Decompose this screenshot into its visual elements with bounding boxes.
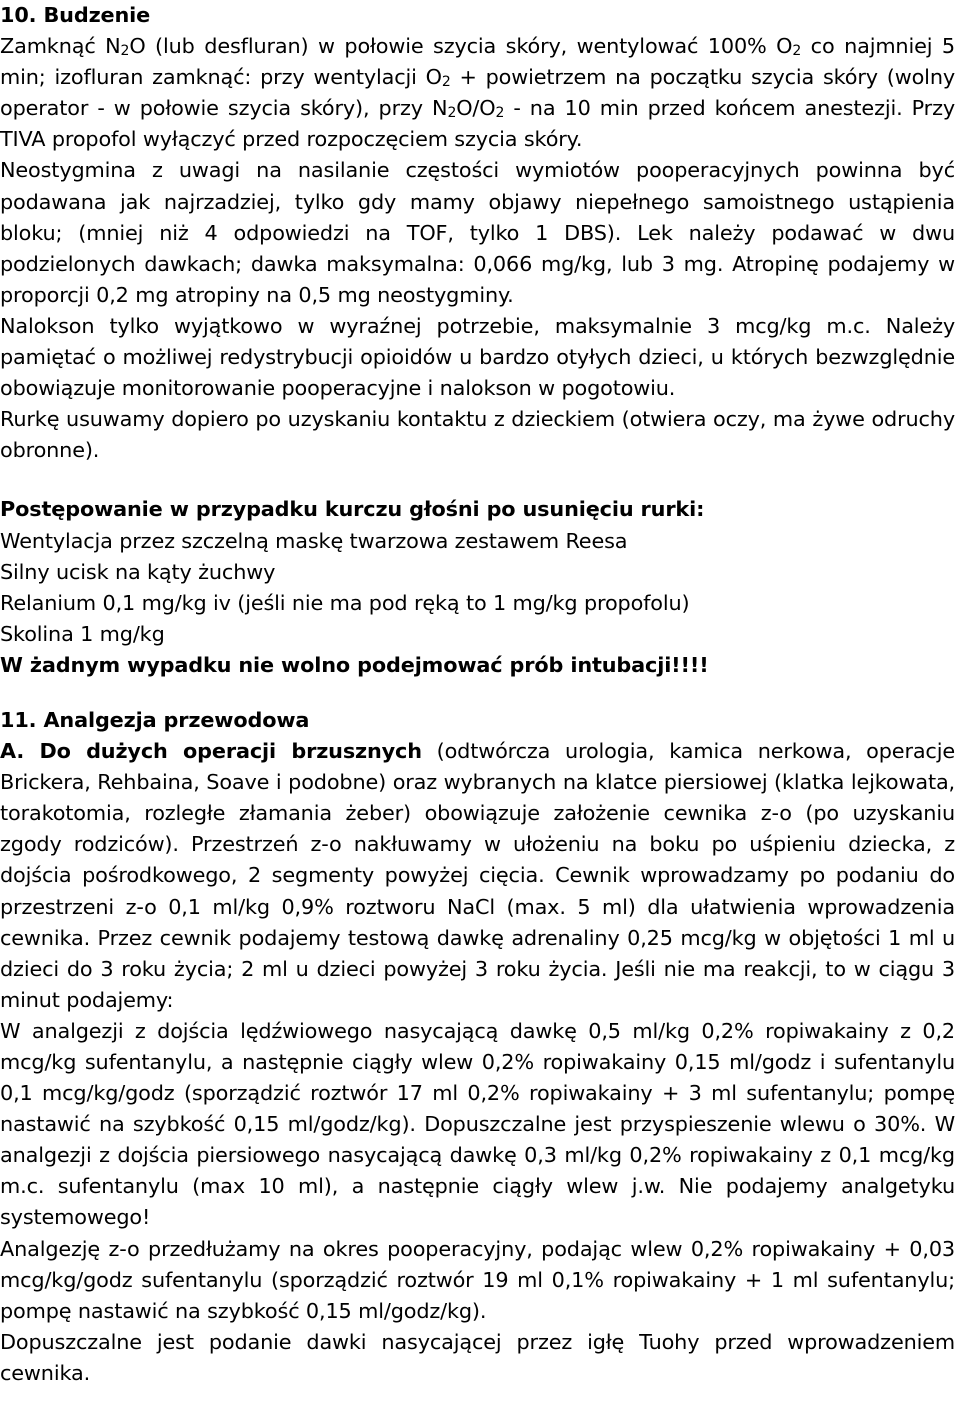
spasm-step: Silny ucisk na kąty żuchwy [0, 559, 276, 584]
section-10-paragraph-1: Zamknąć $N_2O$ (lub desfluran) w połowie szycia skóry, wentylować 100% $O_2$ co najmniej 5 min; izofluran zamknąć: przy wentylacji $O_2$ + powietrzem na początku szycia skóry (wolny operator - w połowie szycia skóry), przy $N_2O/O_2$ - na 10 min przed końcem anestezji. Przy TIVA propofol wyłączyć przed rozpoczęciem szycia skóry. [0, 34, 956, 152]
section-10-heading: 10. Budzenie [0, 3, 151, 27]
section-11-heading: 11. Analgezja przewodowa [0, 707, 310, 732]
section-11-paragraph-4: Dopuszczalne jest podanie dawki nasycającej przez igłę Tuohy przed wprowadzeniem cewnika. [0, 1329, 955, 1385]
section-10-paragraph-3: Nalokson tylko wyjątkowo w wyraźnej potrzebie, maksymalnie 3 mcg/kg m.c. Należy pamiętać o możliwej redystrybucji opioidów u bardzo otyłych dzieci, u których bezwzględnie obowiązuje monitorowanie pooperacyjne i nalokson w pogotowiu. [0, 313, 955, 401]
spasm-step: Wentylacja przez szczelną maskę twarzowa zestawem Reesa [0, 528, 628, 553]
section-10-paragraph-4: Rurkę usuwamy dopiero po uzyskaniu kontaktu z dzieckiem (otwiera oczy, ma żywe odruchy obronne). [0, 407, 955, 463]
spasm-step: Relanium 0,1 mg/kg iv (jeśli nie ma pod ręką to 1 mg/kg propofolu) [0, 590, 690, 615]
section-10-paragraph-2: Neostygmina z uwagi na nasilanie częstości wymiotów pooperacyjnych powinna być podawana jak najrzadziej, tylko gdy mamy objawy niepełnego samoistnego ustąpienia bloku; (mniej niż 4 odpowiedzi na TOF, tylko 1 DBS). Lek należy podawać w dwu podzielonych dawkach; dawka maksymalna: 0,066 mg/kg, lub 3 mg. Atropinę podajemy w proporcji 0,2 mg atropiny na 0,5 mg neostygminy. [0, 158, 955, 307]
spasm-step: Skolina 1 mg/kg [0, 621, 165, 646]
section-11-paragraph-2: W analgezji z dojścia lędźwiowego nasycającą dawkę 0,5 ml/kg 0,2% ropiwakainy z 0,2 mcg/kg sufentanylu, a następnie ciągły wlew 0,2% ropiwakainy 0,15 ml/godz i sufentanylu 0,1 mcg/kg/godz (sporządzić roztwór 17 ml 0,2% ropiwakainy + 3 ml sufentanylu; pompę nastawić na szybkość 0,15 ml/godz/kg). Dopuszczalne jest przyspieszenie wlewu o 30%. W analgezji z dojścia piersiowego nasycającą dawkę 0,3 ml/kg 0,2% ropiwakainy z 0,1 mcg/kg m.c. sufentanylu (max 10 ml), a następnie ciągły wlew j.w. Nie podajemy analgetyku systemowego! [0, 1018, 955, 1230]
section-11-paragraph-a: A. Do dużych operacji brzusznych (odtwórcza urologia, kamica nerkowa, operacje Brickera, Rehbaina, Soave i podobne) oraz wybranych na klatce piersiowej (klatka lejkowata, torakotomia, rozległe złamania żeber) obowiązuje założenie cewnika z-o (po uzyskaniu zgody rodziców). Przestrzeń z-o nakłuwamy w ułożeniu na boku po uśpieniu dziecka, z dojścia pośrodkowego, 2 segmenty powyżej cięcia. Cewnik wprowadzamy po podaniu do przestrzeni z-o 0,1 ml/kg 0,9% roztworu NaCl (max. 5 ml) dla ułatwienia wprowadzenia cewnika. Przez cewnik podajemy testową dawkę adrenaliny 0,25 mcg/kg w objętości 1 ml u dzieci do 3 roku życia; 2 ml u dzieci powyżej 3 roku życia. Jeśli nie ma reakcji, to w ciągu 3 minut podajemy: [0, 739, 955, 1012]
section-11-paragraph-a-lead: A. Do dużych operacji brzusznych [0, 739, 422, 764]
section-11-paragraph-3: Analgezję z-o przedłużamy na okres pooperacyjny, podając wlew 0,2% ropiwakainy + 0,03 mcg/kg/godz sufentanylu (sporządzić roztwór 19 ml 0,1% ropiwakainy + 1 ml sufentanylu; pompę nastawić na szybkość 0,15 ml/godz/kg). [0, 1236, 955, 1323]
spasm-heading: Postępowanie w przypadku kurczu głośni po usunięciu rurki: [0, 497, 705, 522]
spasm-warning: W żadnym wypadku nie wolno podejmować prób intubacji!!!! [0, 652, 709, 677]
